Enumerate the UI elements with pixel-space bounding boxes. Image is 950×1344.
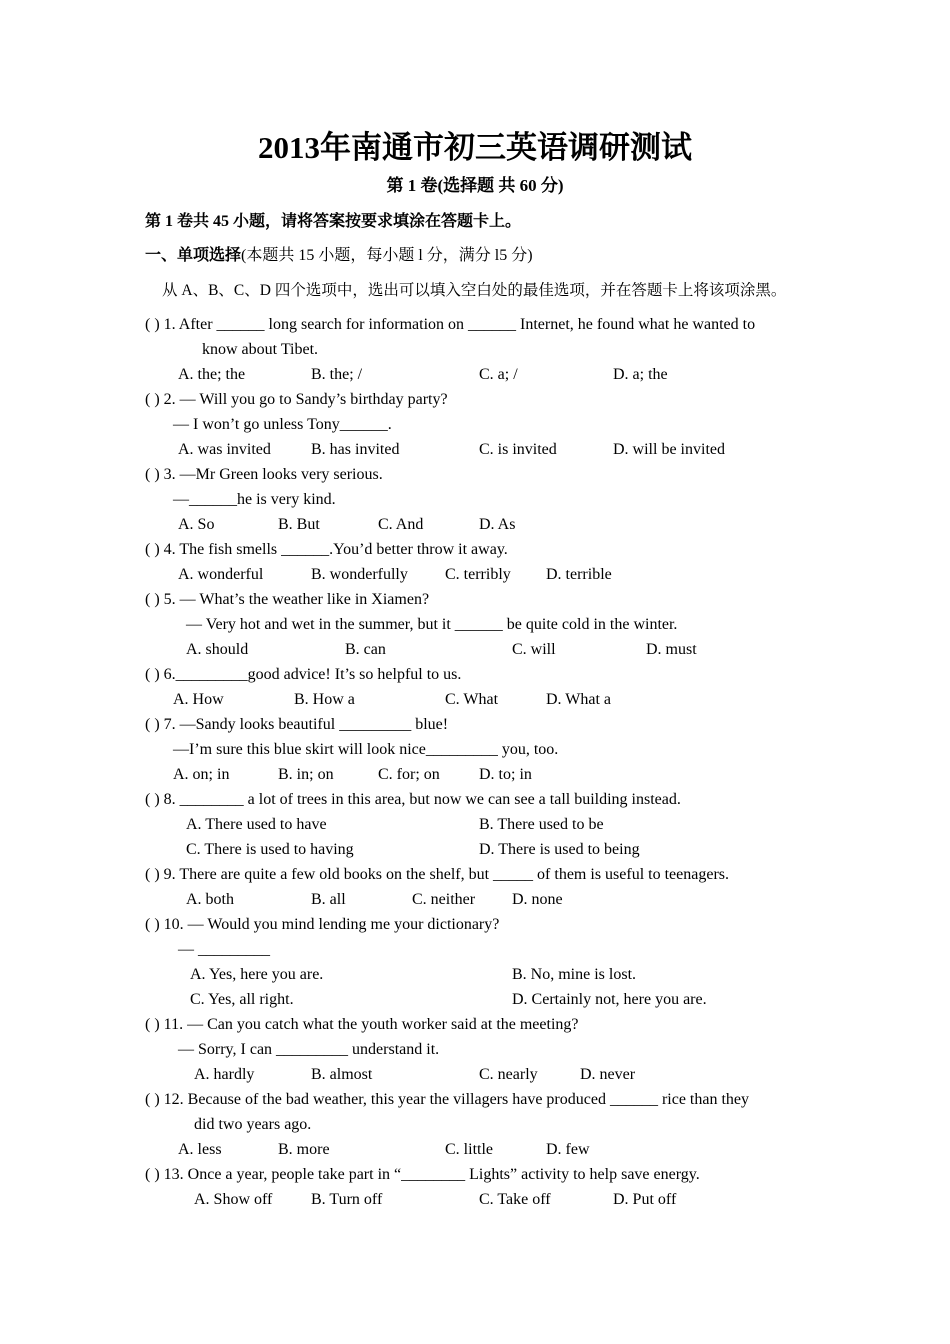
question-3-option-b: B. But — [278, 516, 320, 533]
question-12-option-a: A. less — [178, 1141, 222, 1158]
question-4-stem: ( ) 4. The fish smells ______.You’d better throw it away. — [145, 541, 508, 558]
question-2-option-b: B. has invited — [311, 441, 400, 458]
question-1-stem-cont: know about Tibet. — [202, 341, 319, 358]
question-13-stem: ( ) 13. Once a year, people take part in “________ Lights” activity to help save energy. — [145, 1166, 700, 1183]
question-12-option-d: D. few — [546, 1141, 590, 1158]
question-4-option-c: C. terribly — [445, 566, 511, 583]
question-2-option-c: C. is invited — [479, 441, 557, 458]
question-11-option-b: B. almost — [311, 1066, 373, 1083]
question-3-option-d: D. As — [479, 516, 516, 533]
question-9-option-b: B. all — [311, 891, 346, 908]
question-8-option-b: B. There used to be — [479, 816, 604, 833]
question-5-option-b: B. can — [345, 641, 386, 658]
paper-note: 第 1 卷共 45 小题，请将答案按要求填涂在答题卡上。 — [145, 213, 522, 230]
question-5-option-c: C. will — [512, 641, 556, 658]
question-10-stem: ( ) 10. — Would you mind lending me your dictionary? — [145, 916, 500, 933]
question-10-option-a: A. Yes, here you are. — [190, 966, 324, 983]
section-detail: (本题共 15 小题，每小题 l 分，满分 l5 分) — [241, 247, 533, 264]
question-6-option-b: B. How a — [294, 691, 355, 708]
question-11-option-c: C. nearly — [479, 1066, 538, 1083]
question-5-stem-cont: — Very hot and wet in the summer, but it ______ be quite cold in the winter. — [186, 616, 678, 633]
question-12-option-c: C. little — [445, 1141, 493, 1158]
question-10-option-c: C. Yes, all right. — [190, 991, 294, 1008]
section-heading: 一、单项选择 — [145, 247, 242, 264]
question-6-option-c: C. What — [445, 691, 499, 708]
question-1-option-c: C. a; / — [479, 366, 518, 383]
question-8-stem: ( ) 8. ________ a lot of trees in this area, but now we can see a tall building instead. — [145, 791, 681, 808]
question-13-option-a: A. Show off — [194, 1191, 273, 1208]
question-11-option-a: A. hardly — [194, 1066, 255, 1083]
question-10-option-b: B. No, mine is lost. — [512, 966, 637, 983]
question-2-option-d: D. will be invited — [613, 441, 725, 458]
question-3-option-c: C. And — [378, 516, 424, 533]
question-9-option-d: D. none — [512, 891, 563, 908]
question-11-stem-cont: — Sorry, I can _________ understand it. — [178, 1041, 440, 1058]
question-6-stem: ( ) 6._________good advice! It’s so helpful to us. — [145, 666, 462, 683]
question-2-stem: ( ) 2. — Will you go to Sandy’s birthday party? — [145, 391, 448, 408]
question-10-option-d: D. Certainly not, here you are. — [512, 991, 707, 1008]
page-title: 2013年南通市初三英语调研测试 — [258, 130, 692, 165]
question-7-stem-cont: —I’m sure this blue skirt will look nice_________ you, too. — [173, 741, 559, 758]
question-7-stem: ( ) 7. —Sandy looks beautiful _________ blue! — [145, 716, 449, 733]
question-5-stem: ( ) 5. — What’s the weather like in Xiamen? — [145, 591, 430, 608]
question-2-stem-cont: — I won’t go unless Tony______. — [173, 416, 392, 433]
question-2-option-a: A. was invited — [178, 441, 271, 458]
question-9-option-c: C. neither — [412, 891, 476, 908]
question-13-option-d: D. Put off — [613, 1191, 677, 1208]
paper-subtitle: 第 1 卷(选择题 共 60 分) — [386, 176, 564, 195]
section-instruction: 从 A、B、C、D 四个选项中，选出可以填入空白处的最佳选项，并在答题卡上将该项涂黑。 — [162, 282, 787, 299]
question-1-option-a: A. the; the — [178, 366, 246, 383]
question-5-option-a: A. should — [186, 641, 249, 658]
question-10-stem-cont: — _________ — [178, 941, 270, 958]
question-11-stem: ( ) 11. — Can you catch what the youth worker said at the meeting? — [145, 1016, 579, 1033]
question-12-option-b: B. more — [278, 1141, 330, 1158]
section-header — [145, 246, 533, 266]
question-5-option-d: D. must — [646, 641, 697, 658]
question-12-stem-cont: did two years ago. — [194, 1116, 312, 1133]
question-3-stem: ( ) 3. —Mr Green looks very serious. — [145, 466, 383, 483]
question-12-stem: ( ) 12. Because of the bad weather, this year the villagers have produced ______ rice than they — [145, 1091, 750, 1108]
question-3-stem-cont: —______he is very kind. — [173, 491, 336, 508]
question-13-option-b: B. Turn off — [311, 1191, 383, 1208]
question-7-option-d: D. to; in — [479, 766, 532, 783]
question-9-option-a: A. both — [186, 891, 234, 908]
question-7-option-a: A. on; in — [173, 766, 230, 783]
question-13-option-c: C. Take off — [479, 1191, 551, 1208]
question-4-option-a: A. wonderful — [178, 566, 264, 583]
question-8-option-a: A. There used to have — [186, 816, 327, 833]
question-1-option-b: B. the; / — [311, 366, 363, 383]
question-3-option-a: A. So — [178, 516, 215, 533]
question-8-option-d: D. There is used to being — [479, 841, 640, 858]
question-1-stem: ( ) 1. After ______ long search for information on ______ Internet, he found what he wanted to — [145, 316, 756, 333]
question-7-option-c: C. for; on — [378, 766, 440, 783]
question-7-option-b: B. in; on — [278, 766, 334, 783]
question-11-option-d: D. never — [580, 1066, 636, 1083]
question-6-option-a: A. How — [173, 691, 224, 708]
question-4-option-b: B. wonderfully — [311, 566, 408, 583]
question-4-option-d: D. terrible — [546, 566, 612, 583]
question-6-option-d: D. What a — [546, 691, 612, 708]
question-8-option-c: C. There is used to having — [186, 841, 354, 858]
question-9-stem: ( ) 9. There are quite a few old books on the shelf, but _____ of them is useful to teenagers. — [145, 866, 729, 883]
question-1-option-d: D. a; the — [613, 366, 668, 383]
